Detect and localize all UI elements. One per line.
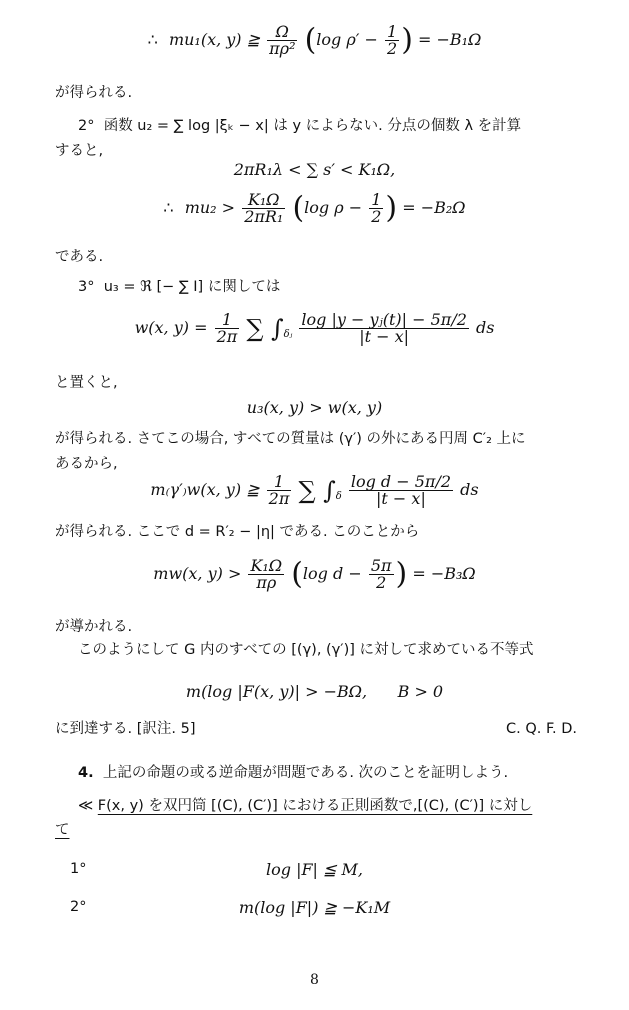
text-line: である. bbox=[55, 249, 104, 265]
paragraph-2: 2° 函数 u₂ = ∑ log |ξₖ − x| は y によらない. 分点の個数 λ を計算 bbox=[78, 118, 522, 134]
text-line: すると, bbox=[55, 143, 104, 159]
equation-1: ∴ mu₁(x, y) ≧ $\frac{\Omega}{\text{πρ²}}$ (log ρ′ − $\frac{1}{2}$ ) = −B₁Ω bbox=[147, 22, 482, 58]
text-line: が得られる. bbox=[55, 85, 133, 101]
text-line: と置くと, bbox=[55, 375, 118, 391]
text-line: が得られる. ここで d = R′₂ − |η| である. このことから bbox=[55, 524, 420, 540]
paragraph-3: 3° u₃ = ℜ [− ∑ I] に関しては bbox=[78, 279, 281, 295]
claim-continuation: て bbox=[55, 822, 70, 838]
text-line: あるから, bbox=[55, 456, 118, 472]
equation-8: m(log |F(x, y)| > −BΩ, B > 0 bbox=[185, 682, 444, 701]
qed-mark: C. Q. F. D. bbox=[506, 721, 577, 737]
claim-line: ≪ F(x, y) を双円筒 [(C), (C′)] における正則函数で,[(C), (C′)] に対し bbox=[78, 798, 533, 814]
text-line: が得られる. さてこの場合, すべての質量は (γ′) の外にある円周 C′₂ 上に bbox=[55, 431, 526, 447]
condition-1-label: 1° bbox=[70, 861, 87, 877]
equation-7: mw(x, y) > $\frac{\text{K₁Ω}}{\pi\rho}$ (log d − $\frac{5\pi}{2}$ ) = −B₃Ω bbox=[153, 556, 476, 592]
page-number: 8 bbox=[310, 972, 319, 988]
section-4-heading: 4. 上記の命題の或る逆命題が問題である. 次のことを証明しよう. bbox=[78, 765, 509, 781]
condition-2: m(log |F|) ≧ −K₁M bbox=[238, 898, 391, 917]
text-line: このようにして G 内のすべての [(γ), (γ′)] に対して求めている不等式 bbox=[78, 642, 534, 658]
text-line: に到達する. [訳注. 5] bbox=[55, 721, 196, 737]
equation-6: m₍γ′₎w(x, y) ≧ $\frac{1}{2\pi}$ ∑ $\int_\delta$ $\frac{\text{log d − 5π/2}}{|t - x|}$ ds bbox=[150, 472, 479, 508]
condition-1: log |F| ≦ M, bbox=[265, 860, 363, 879]
condition-2-label: 2° bbox=[70, 899, 87, 915]
equation-3: ∴ mu₂ > $\frac{\text{K₁Ω}}{\text{2πR₁}}$ (log ρ − $\frac{1}{2}$ ) = −B₂Ω bbox=[163, 190, 466, 226]
equation-5: u₃(x, y) > w(x, y) bbox=[246, 398, 383, 417]
equation-4: w(x, y) = $\frac{1}{2\pi}$ ∑ $\int_{\delta ⱼ}$ $\frac{\text{log |y − yⱼ(t)| − 5π/2}}{|t - x|}$ ds bbox=[134, 310, 495, 346]
text-line: が導かれる. bbox=[55, 619, 133, 635]
equation-2: 2πR₁λ < ∑ s′ < K₁Ω, bbox=[233, 160, 396, 179]
